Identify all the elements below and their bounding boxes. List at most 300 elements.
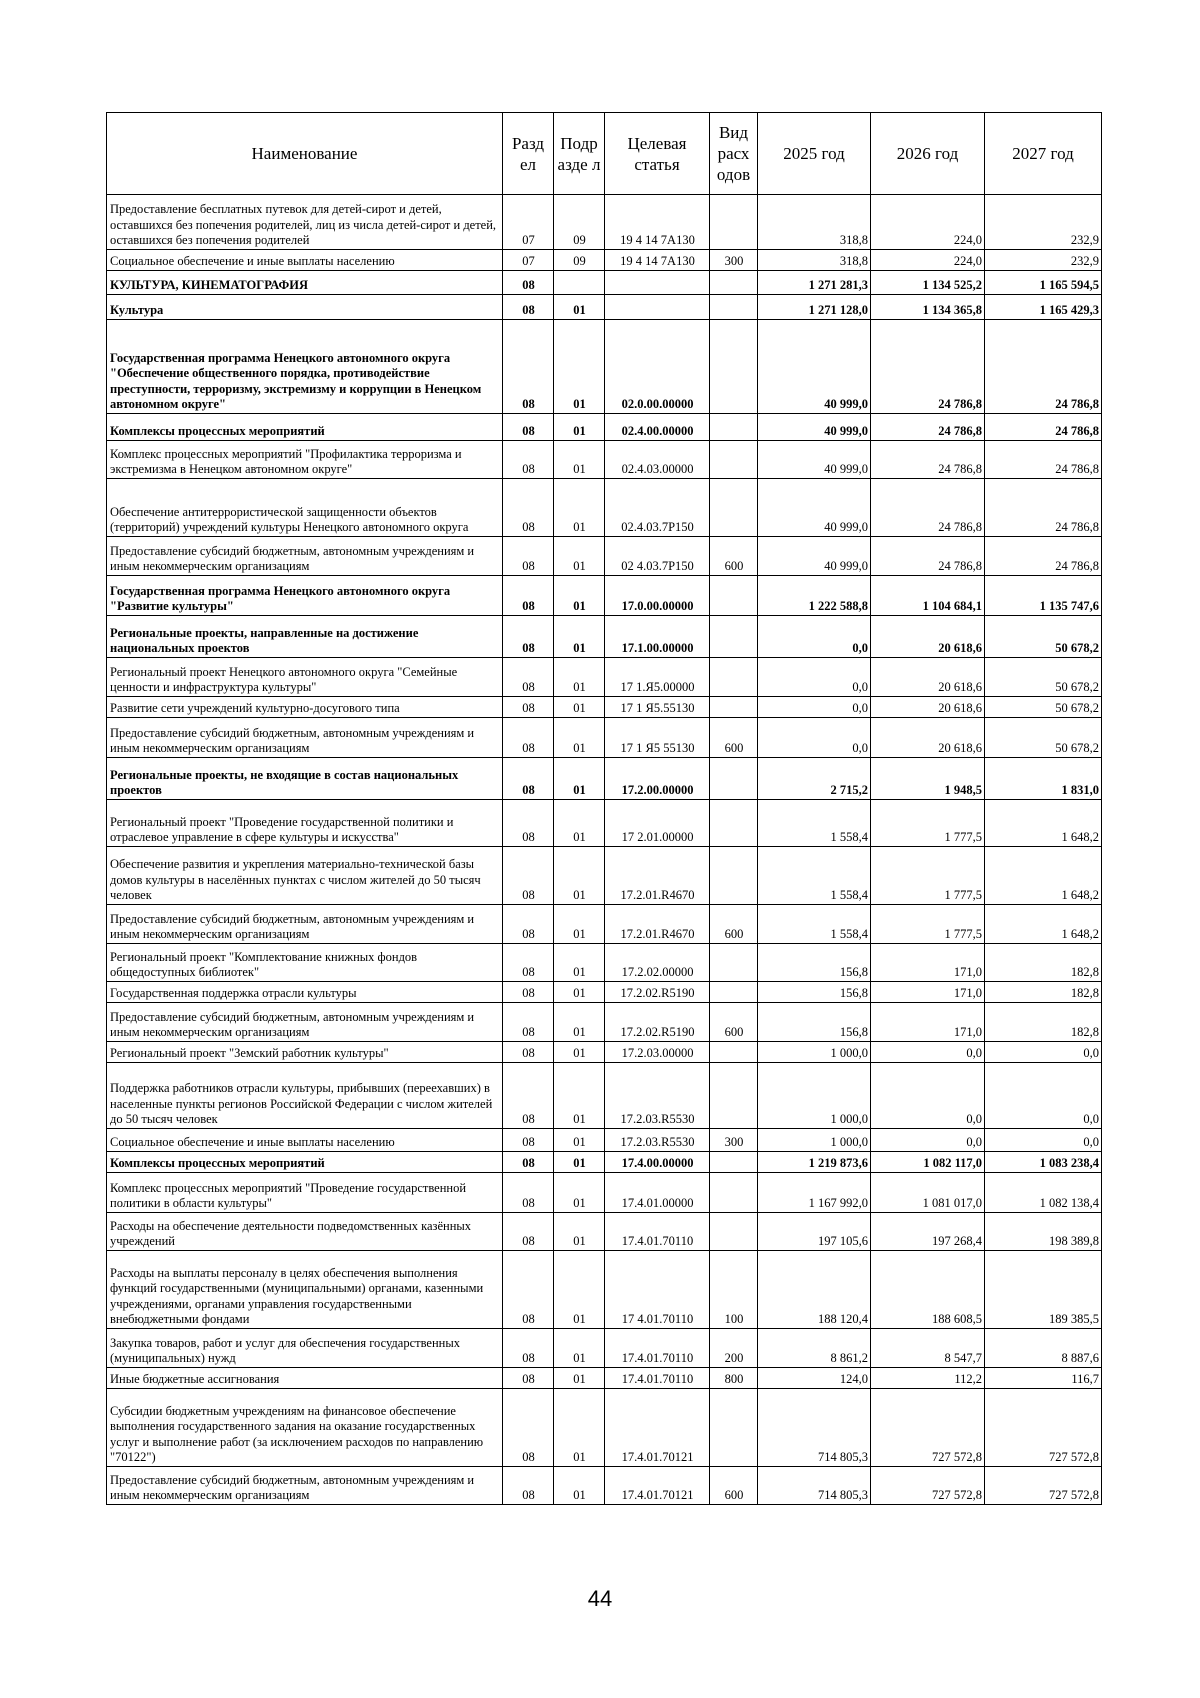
- table-row: [107, 414, 1102, 441]
- cell-subsection: 01: [554, 697, 605, 718]
- cell-name: Предоставление субсидий бюджетным, автономным учреждениям и иным некоммерческим организациям: [107, 537, 503, 576]
- table-row: [107, 1389, 1102, 1467]
- cell-section: 08: [503, 697, 554, 718]
- cell-section: 08: [503, 1129, 554, 1152]
- cell-amount-2027: 1 135 747,6: [985, 576, 1102, 616]
- cell-amount-2025: 1 271 128,0: [758, 295, 871, 320]
- header-section: Разд ел: [503, 113, 554, 195]
- cell-section: 08: [503, 1213, 554, 1251]
- cell-expense-type: [710, 414, 758, 441]
- table-row: [107, 697, 1102, 718]
- cell-amount-2025: 0,0: [758, 697, 871, 718]
- cell-expense-type: [710, 195, 758, 250]
- cell-section: 08: [503, 944, 554, 982]
- cell-section: 08: [503, 1042, 554, 1063]
- cell-subsection: 01: [554, 441, 605, 479]
- cell-target-article: 17.4.01.00000: [605, 1173, 710, 1213]
- cell-section: 07: [503, 195, 554, 250]
- cell-expense-type: [710, 1042, 758, 1063]
- cell-section: 08: [503, 616, 554, 658]
- cell-subsection: 01: [554, 1467, 605, 1505]
- cell-amount-2026: 24 786,8: [871, 479, 985, 537]
- cell-amount-2025: 124,0: [758, 1368, 871, 1389]
- cell-target-article: 17.0.00.00000: [605, 576, 710, 616]
- cell-amount-2026: 0,0: [871, 1042, 985, 1063]
- cell-subsection: 01: [554, 1389, 605, 1467]
- table-row: [107, 195, 1102, 250]
- cell-amount-2026: 20 618,6: [871, 658, 985, 697]
- table-row: [107, 758, 1102, 800]
- cell-amount-2026: 24 786,8: [871, 414, 985, 441]
- cell-target-article: 17 1.Я5.00000: [605, 658, 710, 697]
- cell-expense-type: 600: [710, 1003, 758, 1042]
- cell-name: Предоставление бесплатных путевок для детей-сирот и детей, оставшихся без попечения родителей, лиц из числа детей-сирот и детей, оставшихся без попечения родителей: [107, 195, 503, 250]
- header-row: [107, 113, 1102, 195]
- table-row: [107, 1152, 1102, 1173]
- cell-name: Обеспечение антитеррористической защищенности объектов (территорий) учреждений культуры Ненецкого автономного округа: [107, 479, 503, 537]
- cell-amount-2027: 24 786,8: [985, 320, 1102, 414]
- cell-section: 08: [503, 1003, 554, 1042]
- cell-subsection: 01: [554, 1213, 605, 1251]
- cell-section: 08: [503, 1251, 554, 1329]
- cell-subsection: 01: [554, 414, 605, 441]
- cell-amount-2025: 197 105,6: [758, 1213, 871, 1251]
- cell-name: Комплексы процессных мероприятий: [107, 1152, 503, 1173]
- cell-target-article: 17.4.01.70121: [605, 1389, 710, 1467]
- cell-target-article: 19 4 14 7А130: [605, 195, 710, 250]
- cell-section: 07: [503, 250, 554, 271]
- cell-expense-type: 600: [710, 905, 758, 944]
- header-target-article: Целевая статья: [605, 113, 710, 195]
- cell-target-article: 02.4.03.00000: [605, 441, 710, 479]
- cell-amount-2025: 714 805,3: [758, 1389, 871, 1467]
- table-row: [107, 1368, 1102, 1389]
- header-subsection: Подр азде л: [554, 113, 605, 195]
- cell-amount-2027: 189 385,5: [985, 1251, 1102, 1329]
- cell-section: 08: [503, 1329, 554, 1368]
- cell-subsection: 01: [554, 1042, 605, 1063]
- table-row: [107, 905, 1102, 944]
- cell-expense-type: 200: [710, 1329, 758, 1368]
- cell-amount-2025: 156,8: [758, 1003, 871, 1042]
- cell-amount-2026: 8 547,7: [871, 1329, 985, 1368]
- cell-subsection: 01: [554, 1063, 605, 1129]
- cell-amount-2026: 188 608,5: [871, 1251, 985, 1329]
- cell-amount-2027: 24 786,8: [985, 537, 1102, 576]
- cell-name: Предоставление субсидий бюджетным, автономным учреждениям и иным некоммерческим организациям: [107, 1467, 503, 1505]
- cell-target-article: 17.4.01.70110: [605, 1368, 710, 1389]
- cell-section: 08: [503, 658, 554, 697]
- cell-amount-2027: 0,0: [985, 1042, 1102, 1063]
- cell-expense-type: [710, 441, 758, 479]
- cell-amount-2025: 0,0: [758, 718, 871, 758]
- cell-amount-2027: 182,8: [985, 1003, 1102, 1042]
- cell-section: 08: [503, 1389, 554, 1467]
- cell-target-article: 17.2.03.R5530: [605, 1063, 710, 1129]
- cell-amount-2026: 0,0: [871, 1063, 985, 1129]
- cell-expense-type: [710, 295, 758, 320]
- cell-amount-2027: 1 648,2: [985, 847, 1102, 905]
- cell-section: 08: [503, 414, 554, 441]
- cell-expense-type: [710, 758, 758, 800]
- table-row: [107, 576, 1102, 616]
- cell-subsection: 01: [554, 905, 605, 944]
- cell-subsection: 09: [554, 195, 605, 250]
- cell-amount-2025: 1 000,0: [758, 1042, 871, 1063]
- cell-expense-type: [710, 616, 758, 658]
- cell-name: Поддержка работников отрасли культуры, прибывших (переехавших) в населенные пункты регионов Российской Федерации с числом жителей до 50 тысяч человек: [107, 1063, 503, 1129]
- cell-amount-2025: 40 999,0: [758, 537, 871, 576]
- cell-amount-2025: 1 558,4: [758, 847, 871, 905]
- cell-name: Развитие сети учреждений культурно-досугового типа: [107, 697, 503, 718]
- cell-expense-type: 300: [710, 250, 758, 271]
- cell-amount-2026: 197 268,4: [871, 1213, 985, 1251]
- cell-target-article: 17.2.01.R4670: [605, 847, 710, 905]
- cell-subsection: 01: [554, 1129, 605, 1152]
- cell-name: КУЛЬТУРА, КИНЕМАТОГРАФИЯ: [107, 271, 503, 295]
- cell-section: 08: [503, 479, 554, 537]
- cell-amount-2025: 1 000,0: [758, 1063, 871, 1129]
- cell-subsection: 01: [554, 616, 605, 658]
- cell-amount-2025: 40 999,0: [758, 479, 871, 537]
- cell-target-article: 17.2.03.00000: [605, 1042, 710, 1063]
- cell-target-article: 17.2.00.00000: [605, 758, 710, 800]
- cell-amount-2027: 727 572,8: [985, 1389, 1102, 1467]
- cell-amount-2025: 188 120,4: [758, 1251, 871, 1329]
- cell-amount-2026: 1 082 117,0: [871, 1152, 985, 1173]
- cell-expense-type: 600: [710, 718, 758, 758]
- cell-section: 08: [503, 1152, 554, 1173]
- header-year-2025: 2025 год: [758, 113, 871, 195]
- table-row: [107, 1467, 1102, 1505]
- cell-amount-2026: 1 777,5: [871, 800, 985, 847]
- table-row: [107, 479, 1102, 537]
- table-row: [107, 1063, 1102, 1129]
- cell-target-article: [605, 271, 710, 295]
- header-expense-type: Вид расх одов: [710, 113, 758, 195]
- cell-amount-2025: 1 219 873,6: [758, 1152, 871, 1173]
- cell-target-article: 02.4.03.7Р150: [605, 479, 710, 537]
- cell-target-article: 17.2.01.R4670: [605, 905, 710, 944]
- cell-name: Предоставление субсидий бюджетным, автономным учреждениям и иным некоммерческим организациям: [107, 1003, 503, 1042]
- table-row: [107, 1251, 1102, 1329]
- cell-amount-2027: 232,9: [985, 195, 1102, 250]
- cell-amount-2027: 1 648,2: [985, 800, 1102, 847]
- cell-target-article: 17.2.02.00000: [605, 944, 710, 982]
- cell-amount-2026: 24 786,8: [871, 441, 985, 479]
- cell-subsection: 01: [554, 537, 605, 576]
- cell-subsection: 01: [554, 1329, 605, 1368]
- cell-target-article: 02.4.00.00000: [605, 414, 710, 441]
- table-row: [107, 250, 1102, 271]
- cell-amount-2027: 50 678,2: [985, 658, 1102, 697]
- cell-subsection: 09: [554, 250, 605, 271]
- cell-expense-type: [710, 576, 758, 616]
- cell-amount-2027: 182,8: [985, 944, 1102, 982]
- cell-expense-type: [710, 1063, 758, 1129]
- cell-amount-2026: 727 572,8: [871, 1389, 985, 1467]
- cell-expense-type: [710, 800, 758, 847]
- table-row: [107, 1129, 1102, 1152]
- cell-amount-2025: 0,0: [758, 658, 871, 697]
- cell-subsection: 01: [554, 800, 605, 847]
- cell-amount-2025: 40 999,0: [758, 414, 871, 441]
- cell-target-article: 17.2.02.R5190: [605, 982, 710, 1003]
- cell-expense-type: [710, 479, 758, 537]
- cell-subsection: 01: [554, 479, 605, 537]
- cell-subsection: 01: [554, 758, 605, 800]
- cell-subsection: [554, 271, 605, 295]
- cell-amount-2026: 20 618,6: [871, 697, 985, 718]
- cell-section: 08: [503, 1173, 554, 1213]
- cell-amount-2027: 50 678,2: [985, 616, 1102, 658]
- cell-name: Комплексы процессных мероприятий: [107, 414, 503, 441]
- cell-name: Региональный проект "Комплектование книжных фондов общедоступных библиотек": [107, 944, 503, 982]
- cell-expense-type: [710, 1152, 758, 1173]
- cell-amount-2027: 24 786,8: [985, 479, 1102, 537]
- cell-amount-2027: 24 786,8: [985, 441, 1102, 479]
- cell-section: 08: [503, 982, 554, 1003]
- cell-amount-2027: 1 831,0: [985, 758, 1102, 800]
- cell-expense-type: [710, 847, 758, 905]
- cell-subsection: 01: [554, 1173, 605, 1213]
- cell-amount-2026: 24 786,8: [871, 320, 985, 414]
- cell-subsection: 01: [554, 944, 605, 982]
- cell-amount-2027: 182,8: [985, 982, 1102, 1003]
- page-number: 44: [587, 1586, 613, 1611]
- cell-subsection: 01: [554, 1152, 605, 1173]
- cell-target-article: 17 1 Я5 55130: [605, 718, 710, 758]
- cell-amount-2025: 1 000,0: [758, 1129, 871, 1152]
- cell-expense-type: 600: [710, 1467, 758, 1505]
- cell-amount-2025: 156,8: [758, 944, 871, 982]
- cell-name: Расходы на обеспечение деятельности подведомственных казённых учреждений: [107, 1213, 503, 1251]
- cell-amount-2026: 1 134 525,2: [871, 271, 985, 295]
- table-row: [107, 441, 1102, 479]
- cell-section: 08: [503, 576, 554, 616]
- cell-name: Субсидии бюджетным учреждениям на финансовое обеспечение выполнения государственного задания на оказание государственных услуг и выполнение работ (за исключением расходов по направлению "70122"): [107, 1389, 503, 1467]
- table-row: [107, 944, 1102, 982]
- cell-name: Региональный проект "Проведение государственной политики и отраслевое управление в сфере культуры и искусства": [107, 800, 503, 847]
- cell-amount-2025: 318,8: [758, 250, 871, 271]
- cell-amount-2025: 1 271 281,3: [758, 271, 871, 295]
- cell-amount-2027: 50 678,2: [985, 697, 1102, 718]
- cell-amount-2027: 24 786,8: [985, 414, 1102, 441]
- budget-table: [106, 112, 1102, 1505]
- cell-section: 08: [503, 1467, 554, 1505]
- cell-amount-2027: 8 887,6: [985, 1329, 1102, 1368]
- cell-target-article: 17 2.01.00000: [605, 800, 710, 847]
- cell-amount-2027: 1 083 238,4: [985, 1152, 1102, 1173]
- cell-amount-2025: 8 861,2: [758, 1329, 871, 1368]
- cell-section: 08: [503, 1063, 554, 1129]
- cell-expense-type: [710, 271, 758, 295]
- cell-amount-2026: 171,0: [871, 982, 985, 1003]
- cell-amount-2026: 20 618,6: [871, 718, 985, 758]
- cell-expense-type: [710, 982, 758, 1003]
- table-row: [107, 295, 1102, 320]
- cell-amount-2026: 1 777,5: [871, 905, 985, 944]
- cell-subsection: 01: [554, 1003, 605, 1042]
- cell-section: 08: [503, 295, 554, 320]
- cell-amount-2025: 2 715,2: [758, 758, 871, 800]
- header-year-2027: 2027 год: [985, 113, 1102, 195]
- cell-expense-type: 300: [710, 1129, 758, 1152]
- cell-target-article: 19 4 14 7А130: [605, 250, 710, 271]
- table-row: [107, 800, 1102, 847]
- cell-amount-2027: 232,9: [985, 250, 1102, 271]
- cell-name: Социальное обеспечение и иные выплаты населению: [107, 250, 503, 271]
- cell-subsection: 01: [554, 718, 605, 758]
- cell-amount-2025: 1 222 588,8: [758, 576, 871, 616]
- cell-amount-2026: 1 134 365,8: [871, 295, 985, 320]
- cell-amount-2027: 0,0: [985, 1063, 1102, 1129]
- cell-name: Обеспечение развития и укрепления материально-технической базы домов культуры в населённых пунктах с числом жителей до 50 тысяч человек: [107, 847, 503, 905]
- cell-section: 08: [503, 800, 554, 847]
- cell-subsection: 01: [554, 1251, 605, 1329]
- cell-name: Расходы на выплаты персоналу в целях обеспечения выполнения функций государственными (муниципальными) органами, казенными учреждениями, органами управления государственными внебюджетными фондами: [107, 1251, 503, 1329]
- table-row: [107, 1042, 1102, 1063]
- cell-amount-2026: 224,0: [871, 250, 985, 271]
- cell-target-article: 17.2.03.R5530: [605, 1129, 710, 1152]
- table-row: [107, 1329, 1102, 1368]
- table-row: [107, 616, 1102, 658]
- cell-amount-2025: 1 558,4: [758, 905, 871, 944]
- cell-section: 08: [503, 847, 554, 905]
- cell-amount-2027: 727 572,8: [985, 1467, 1102, 1505]
- cell-subsection: 01: [554, 847, 605, 905]
- cell-section: 08: [503, 905, 554, 944]
- table-row: [107, 1003, 1102, 1042]
- cell-amount-2026: 1 948,5: [871, 758, 985, 800]
- cell-target-article: 17.2.02.R5190: [605, 1003, 710, 1042]
- cell-amount-2027: 116,7: [985, 1368, 1102, 1389]
- cell-amount-2027: 1 165 429,3: [985, 295, 1102, 320]
- cell-target-article: 02 4.03.7Р150: [605, 537, 710, 576]
- cell-amount-2027: 198 389,8: [985, 1213, 1102, 1251]
- cell-amount-2025: 40 999,0: [758, 441, 871, 479]
- cell-name: Иные бюджетные ассигнования: [107, 1368, 503, 1389]
- cell-amount-2025: 1 558,4: [758, 800, 871, 847]
- cell-name: Государственная поддержка отрасли культуры: [107, 982, 503, 1003]
- cell-section: 08: [503, 718, 554, 758]
- cell-expense-type: [710, 658, 758, 697]
- header-name: Наименование: [107, 113, 503, 195]
- cell-name: Предоставление субсидий бюджетным, автономным учреждениям и иным некоммерческим организациям: [107, 905, 503, 944]
- table-row: [107, 271, 1102, 295]
- table-row: [107, 537, 1102, 576]
- cell-target-article: 17 1 Я5.55130: [605, 697, 710, 718]
- cell-section: 08: [503, 441, 554, 479]
- cell-name: Комплекс процессных мероприятий "Профилактика терроризма и экстремизма в Ненецком автономном округе": [107, 441, 503, 479]
- cell-expense-type: [710, 1173, 758, 1213]
- cell-target-article: 17.1.00.00000: [605, 616, 710, 658]
- cell-amount-2026: 1 104 684,1: [871, 576, 985, 616]
- cell-amount-2026: 112,2: [871, 1368, 985, 1389]
- cell-amount-2025: 0,0: [758, 616, 871, 658]
- cell-target-article: 17.4.01.70121: [605, 1467, 710, 1505]
- cell-section: 08: [503, 320, 554, 414]
- cell-subsection: 01: [554, 982, 605, 1003]
- cell-name: Региональные проекты, не входящие в состав национальных проектов: [107, 758, 503, 800]
- cell-expense-type: [710, 697, 758, 718]
- cell-name: Предоставление субсидий бюджетным, автономным учреждениям и иным некоммерческим организациям: [107, 718, 503, 758]
- cell-name: Культура: [107, 295, 503, 320]
- table-row: [107, 1173, 1102, 1213]
- cell-expense-type: 600: [710, 537, 758, 576]
- cell-amount-2026: 0,0: [871, 1129, 985, 1152]
- cell-amount-2027: 0,0: [985, 1129, 1102, 1152]
- table-row: [107, 718, 1102, 758]
- cell-target-article: 17.4.01.70110: [605, 1213, 710, 1251]
- cell-section: 08: [503, 271, 554, 295]
- cell-target-article: 17 4.01.70110: [605, 1251, 710, 1329]
- cell-amount-2026: 171,0: [871, 1003, 985, 1042]
- cell-expense-type: [710, 320, 758, 414]
- cell-amount-2027: 1 165 594,5: [985, 271, 1102, 295]
- cell-name: Государственная программа Ненецкого автономного округа "Развитие культуры": [107, 576, 503, 616]
- cell-name: Социальное обеспечение и иные выплаты населению: [107, 1129, 503, 1152]
- cell-expense-type: [710, 944, 758, 982]
- cell-section: 08: [503, 537, 554, 576]
- cell-amount-2027: 1 082 138,4: [985, 1173, 1102, 1213]
- table-row: [107, 658, 1102, 697]
- cell-target-article: 02.0.00.00000: [605, 320, 710, 414]
- cell-amount-2027: 50 678,2: [985, 718, 1102, 758]
- cell-subsection: 01: [554, 320, 605, 414]
- cell-amount-2026: 1 777,5: [871, 847, 985, 905]
- table-row: [107, 982, 1102, 1003]
- cell-expense-type: 100: [710, 1251, 758, 1329]
- cell-expense-type: [710, 1389, 758, 1467]
- cell-amount-2026: 24 786,8: [871, 537, 985, 576]
- cell-amount-2027: 1 648,2: [985, 905, 1102, 944]
- cell-subsection: 01: [554, 576, 605, 616]
- table-row: [107, 1213, 1102, 1251]
- cell-name: Государственная программа Ненецкого автономного округа "Обеспечение общественного порядка, противодействие преступности, терроризму, экстремизму и коррупции в Ненецком автономном округе": [107, 320, 503, 414]
- cell-name: Комплекс процессных мероприятий "Проведение государственной политики в области культуры": [107, 1173, 503, 1213]
- cell-subsection: 01: [554, 1368, 605, 1389]
- cell-amount-2026: 1 081 017,0: [871, 1173, 985, 1213]
- cell-name: Закупка товаров, работ и услуг для обеспечения государственных (муниципальных) нужд: [107, 1329, 503, 1368]
- cell-section: 08: [503, 758, 554, 800]
- table-row: [107, 320, 1102, 414]
- cell-amount-2026: 20 618,6: [871, 616, 985, 658]
- cell-amount-2026: 727 572,8: [871, 1467, 985, 1505]
- cell-amount-2026: 171,0: [871, 944, 985, 982]
- cell-expense-type: 800: [710, 1368, 758, 1389]
- cell-section: 08: [503, 1368, 554, 1389]
- cell-amount-2025: 156,8: [758, 982, 871, 1003]
- cell-amount-2025: 714 805,3: [758, 1467, 871, 1505]
- table-body: [107, 195, 1102, 1505]
- cell-amount-2025: 318,8: [758, 195, 871, 250]
- cell-amount-2026: 224,0: [871, 195, 985, 250]
- cell-subsection: 01: [554, 658, 605, 697]
- cell-subsection: 01: [554, 295, 605, 320]
- cell-target-article: 17.4.01.70110: [605, 1329, 710, 1368]
- cell-amount-2025: 40 999,0: [758, 320, 871, 414]
- cell-amount-2025: 1 167 992,0: [758, 1173, 871, 1213]
- cell-name: Региональный проект "Земский работник культуры": [107, 1042, 503, 1063]
- table-row: [107, 847, 1102, 905]
- cell-name: Региональный проект Ненецкого автономного округа "Семейные ценности и инфраструктура культуры": [107, 658, 503, 697]
- cell-name: Региональные проекты, направленные на достижение национальных проектов: [107, 616, 503, 658]
- header-year-2026: 2026 год: [871, 113, 985, 195]
- cell-target-article: [605, 295, 710, 320]
- cell-target-article: 17.4.00.00000: [605, 1152, 710, 1173]
- cell-expense-type: [710, 1213, 758, 1251]
